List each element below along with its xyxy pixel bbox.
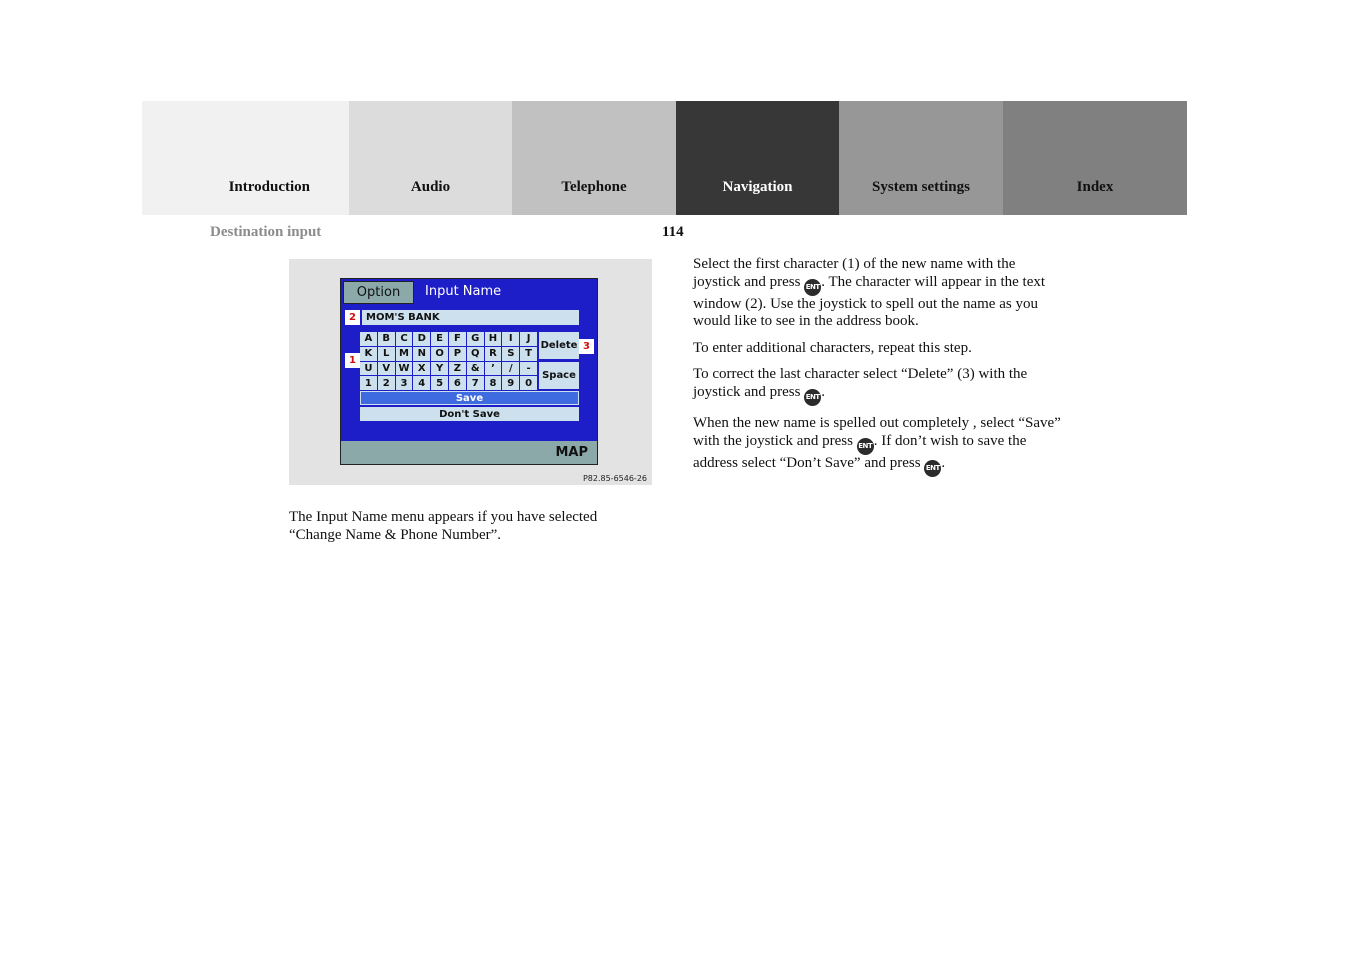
marker-1: 1 [345,353,360,368]
map-bar [341,441,597,464]
text-run: . If don’t wish to save the address select “Don’t Save” and press [693,432,1027,471]
keyboard-key: ’ [485,362,502,376]
keyboard-key: N [413,347,430,361]
tab-audio[interactable]: Audio [349,101,512,215]
text-run: . [821,383,825,400]
figure-caption: The Input Name menu appears if you have selected “Change Name & Phone Number”. [289,509,598,543]
option-button: Option [343,281,414,304]
dont-save-bar: Don't Save [360,407,579,421]
keyboard-key: G [467,332,484,346]
keyboard-key: P [449,347,466,361]
screen-title: Input Name [425,284,502,299]
keyboard-key: 0 [520,376,537,390]
figure-code: P82.85-6546-26 [582,474,647,483]
keyboard-key: & [467,362,484,376]
keyboard-key: E [431,332,448,346]
paragraph-save [693,415,1063,477]
tab-navigation[interactable]: Navigation [676,101,839,215]
keyboard-key: Q [467,347,484,361]
name-text-field: MOM'S BANK [362,310,579,325]
keyboard-key: 5 [431,376,448,390]
keyboard-key: B [378,332,395,346]
keyboard-key: 4 [413,376,430,390]
section-title: Destination input [210,224,322,240]
input-name-figure [289,259,652,485]
ent-button-icon: ENT [924,460,941,477]
text-run: When the new name is spelled out completely , select “Save” with the joystick and press [693,415,1061,449]
map-label: MAP [555,445,588,460]
keyboard-key: - [520,362,537,376]
tab-index[interactable]: Index [1003,101,1187,215]
keyboard-key: W [396,362,413,376]
keyboard-key: C [396,332,413,346]
text-run: To correct the last character select “Delete” (3) with the joystick and press [693,366,1028,400]
keyboard-key: L [378,347,395,361]
character-keyboard [360,332,537,390]
keyboard-key: O [431,347,448,361]
keyboard-key: 2 [378,376,395,390]
keyboard-key: K [360,347,377,361]
save-bar: Save [360,391,579,405]
keyboard-key: U [360,362,377,376]
text-run: . The character will appear in the text window (2). Use the joystick to spell out the name as you would like to see in the address book. [693,273,1046,330]
keyboard-key: 9 [502,376,519,390]
navigation-screen [340,278,598,465]
keyboard-key: 8 [485,376,502,390]
instructions [693,256,1063,486]
tab-introduction[interactable]: Introduction [142,101,349,215]
page-number: 114 [662,224,684,240]
keyboard-key: 1 [360,376,377,390]
keyboard-key: J [520,332,537,346]
keyboard-key: 3 [396,376,413,390]
keyboard-key: 6 [449,376,466,390]
paragraph-select-first [693,256,1063,331]
ent-button-icon: ENT [857,438,874,455]
chapter-tabs [142,101,1187,215]
keyboard-key: I [502,332,519,346]
paragraph-correct [693,366,1063,406]
marker-2: 2 [345,310,360,325]
keyboard-key: S [502,347,519,361]
text-run: Select the first character (1) of the new name with the joystick and press [693,256,1016,290]
keyboard-key: / [502,362,519,376]
keyboard-key: H [485,332,502,346]
tab-system-settings[interactable]: System settings [839,101,1003,215]
ent-button-icon: ENT [804,389,821,406]
delete-key: Delete [539,332,579,359]
keyboard-key: 7 [467,376,484,390]
keyboard-key: A [360,332,377,346]
keyboard-key: R [485,347,502,361]
keyboard-key: F [449,332,466,346]
keyboard-key: M [396,347,413,361]
space-key: Space [539,362,579,389]
keyboard-key: X [413,362,430,376]
keyboard-key: V [378,362,395,376]
keyboard-key: Z [449,362,466,376]
marker-3: 3 [579,339,594,354]
keyboard-key: D [413,332,430,346]
paragraph-additional: To enter additional characters, repeat this step. [693,339,972,356]
text-run: . [941,454,946,471]
keyboard-key: Y [431,362,448,376]
keyboard-key: T [520,347,537,361]
ent-button-icon: ENT [804,279,821,296]
tab-telephone[interactable]: Telephone [512,101,676,215]
